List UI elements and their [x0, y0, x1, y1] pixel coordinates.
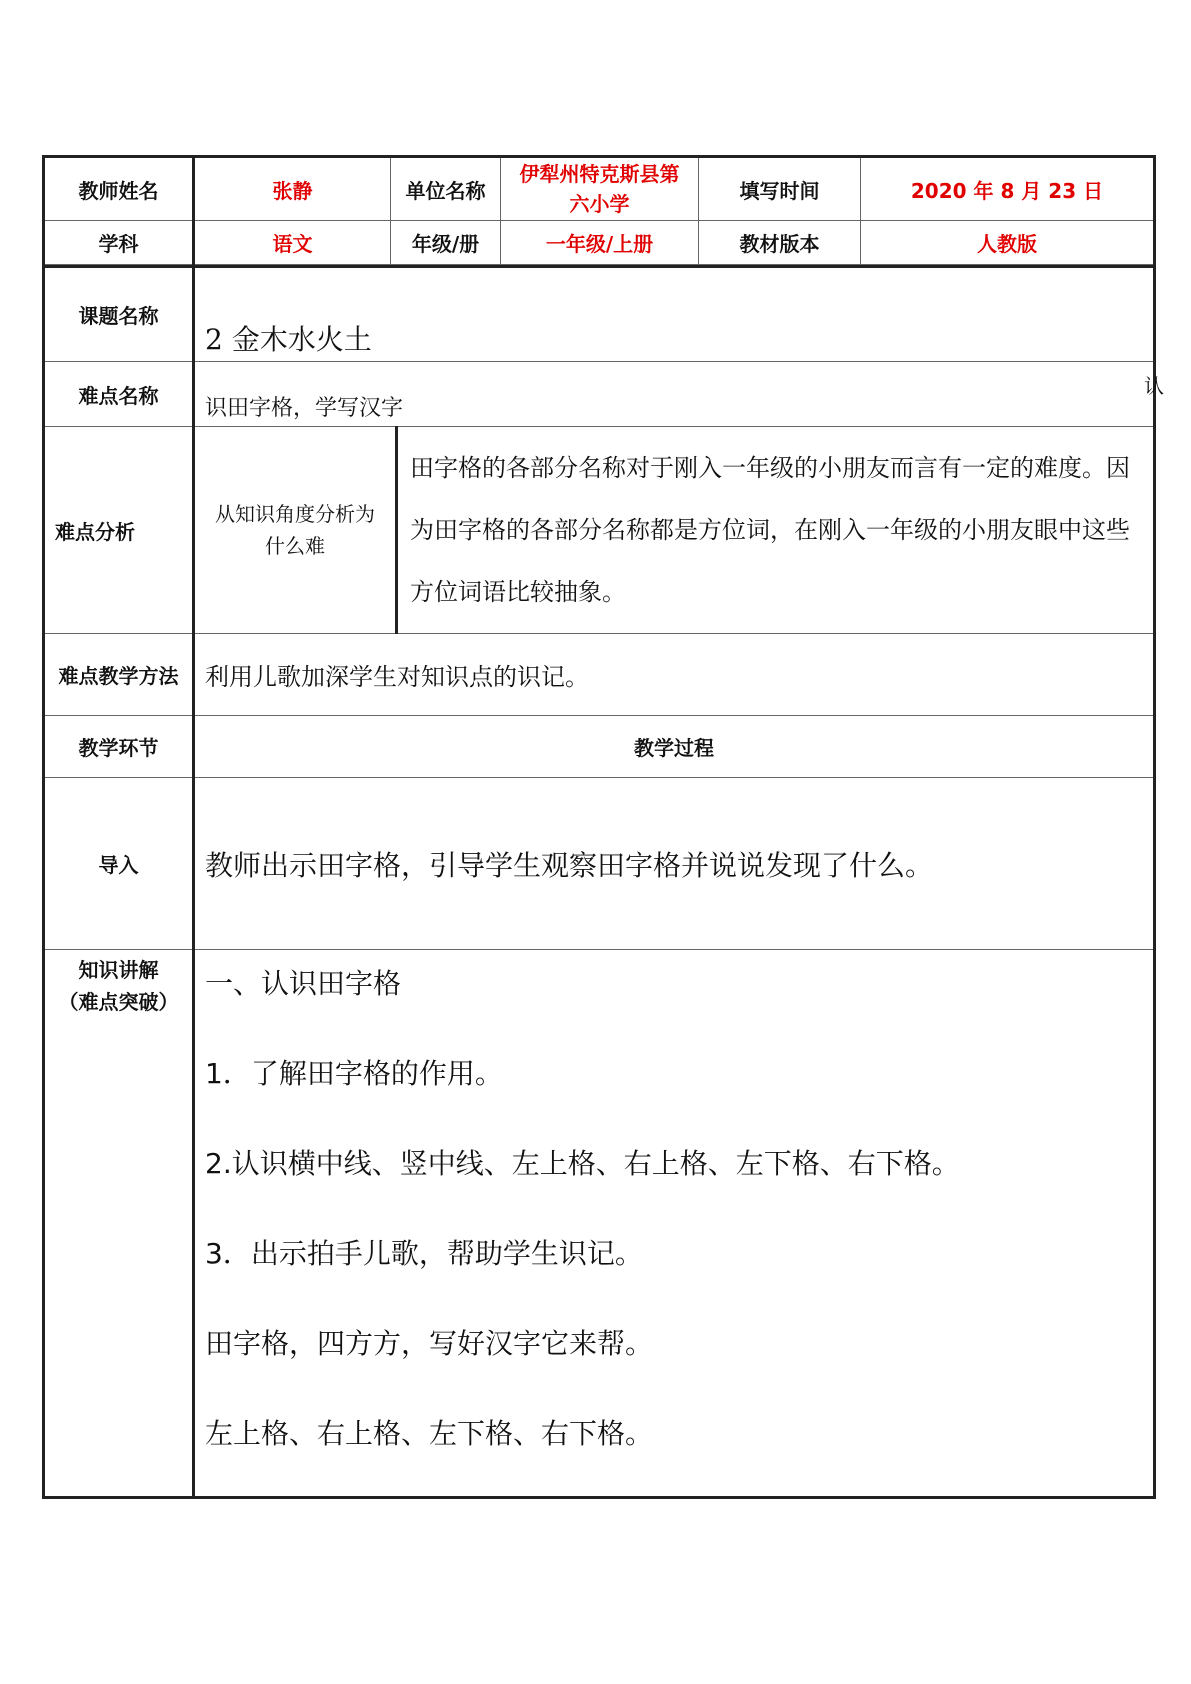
subject-label: 学科 [44, 221, 194, 265]
body-table [42, 265, 1156, 1499]
edition-value: 人教版 [861, 221, 1155, 265]
unit-value [501, 157, 699, 221]
unit-value-line1: 伊犁州特克斯县第 [519, 162, 680, 186]
method-value: 利用儿歌加深学生对知识点的识记。 [205, 663, 589, 691]
analysis-label: 难点分析 [44, 427, 194, 634]
edition-label: 教材版本 [699, 221, 861, 265]
analysis-sub-label: 从知识角度分析为什么难 [215, 502, 375, 558]
knowledge-line: 1．了解田字格的作用。 [205, 1057, 503, 1090]
teacher-label: 教师姓名 [44, 157, 194, 221]
subject-value: 语文 [194, 221, 391, 265]
knowledge-content [194, 950, 1155, 1498]
stage-header: 教学环节 [44, 716, 194, 778]
title-value: 2 金木水火土 [205, 323, 372, 356]
header-table [42, 155, 1156, 265]
knowledge-line: 一、认识田字格 [205, 967, 402, 1000]
method-label: 难点教学方法 [44, 634, 194, 716]
grade-label: 年级/册 [391, 221, 501, 265]
knowledge-label-line2: （难点突破） [58, 990, 179, 1014]
knowledge-line: 田字格，四方方，写好汉字它来帮。 [205, 1327, 654, 1360]
date-label: 填写时间 [699, 157, 861, 221]
intro-label: 导入 [44, 778, 194, 950]
intro-text: 教师出示田字格，引导学生观察田字格并说说发现了什么。 [205, 848, 934, 882]
knowledge-label-line1: 知识讲解 [78, 958, 159, 982]
knowledge-line: 左上格、右上格、左下格、右下格。 [205, 1417, 654, 1450]
analysis-text: 田字格的各部分名称对于刚入一年级的小朋友而言有一定的难度。因为田字格的各部分名称都是方位词，在刚入一年级的小朋友眼中这些方位词语比较抽象。 [410, 454, 1130, 606]
knowledge-line: 3．出示拍手儿歌，帮助学生识记。 [205, 1237, 643, 1270]
difficulty-value: 识田字格，学写汉字 [205, 396, 404, 421]
date-value: 2020 年 8 月 23 日 [861, 157, 1155, 221]
difficulty-overflow-char: 认 [1144, 374, 1164, 398]
difficulty-label: 难点名称 [44, 362, 194, 427]
unit-value-line2: 六小学 [569, 192, 630, 216]
grade-value: 一年级/上册 [501, 221, 699, 265]
knowledge-label [44, 950, 194, 1498]
title-label: 课题名称 [44, 267, 194, 362]
teacher-value: 张静 [194, 157, 391, 221]
process-header: 教学过程 [194, 716, 1155, 778]
unit-label: 单位名称 [391, 157, 501, 221]
lesson-plan-sheet [42, 155, 1153, 1499]
knowledge-line: 2.认识横中线、竖中线、左上格、右上格、左下格、右下格。 [205, 1147, 960, 1180]
